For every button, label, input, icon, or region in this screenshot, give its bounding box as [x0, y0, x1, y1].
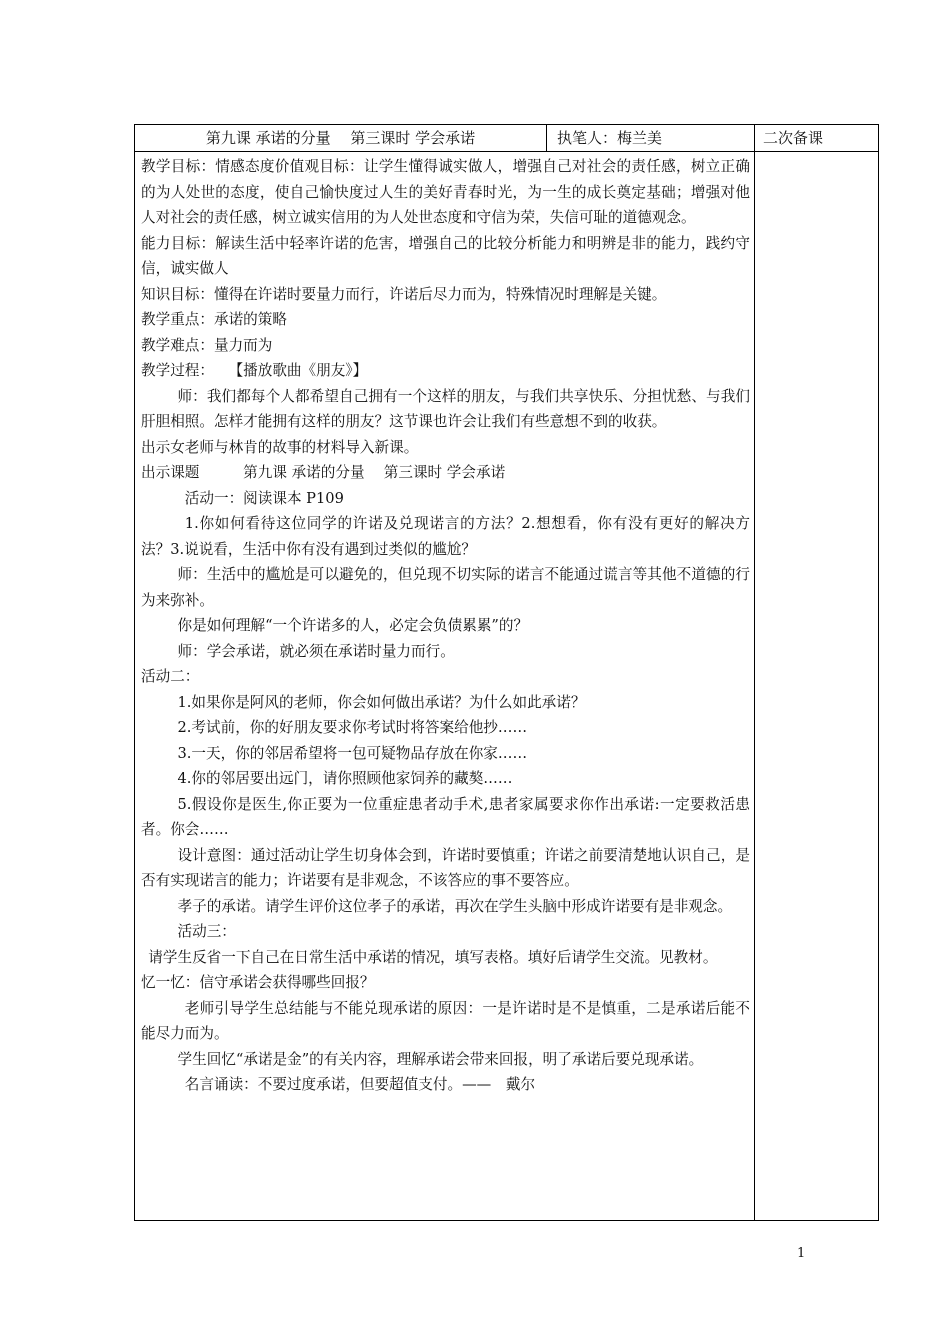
student-recall: 学生回忆“承诺是金”的有关内容，理解承诺会带来回报，明了承诺后要兑现承诺。: [177, 1050, 704, 1068]
activity-2-item: 5.假设你是医生,你正要为一位重症患者动手术,患者家属要求你作出承诺:一定要救活患者。你会……: [141, 795, 750, 838]
teacher-learn: 师：学会承诺，就必须在承诺时量力而行。: [177, 642, 455, 660]
design-intent: 设计意图：通过活动让学生切身体会到，许诺时要慎重；许诺之前要清楚地认识自己，是否有实现诺言的能力；许诺要有是非观念，不该答应的事不要答应。: [141, 846, 750, 889]
recall: 忆一忆：信守承诺会获得哪些回报？: [141, 974, 375, 991]
body-row: [135, 152, 879, 1221]
activity-1-questions: 1.你如何看待这位同学的许诺及兑现诺言的方法？2.想想看，你有没有更好的解决方法？3.说说看，生活中你有没有遇到过类似的尴尬？: [141, 515, 750, 558]
goal-knowledge: 知识目标：懂得在许诺时要量力而行，许诺后尽力而为，特殊情况时理解是关键。: [141, 285, 667, 303]
difficulty: 教学难点：量力而为: [141, 336, 273, 354]
goal-ability: 能力目标：解读生活中轻率许诺的危害，增强自己的比较分析能力和明辨是非的能力，践约守信，诚实做人: [141, 234, 750, 277]
second-prep-label: 二次备课: [755, 125, 879, 152]
teacher-embarrass: 师：生活中的尴尬是可以避免的，但兑现不切实际的诺言不能通过谎言等其他不道德的行为来弥补。: [141, 566, 750, 609]
process: 教学过程： 【播放歌曲《朋友》】: [141, 362, 368, 379]
activity-2-item: 3.一天，你的邻居希望将一包可疑物品存放在你家……: [177, 744, 528, 762]
lesson-plan-table: [134, 124, 879, 1221]
activity-2-item: 2.考试前，你的好朋友要求你考试时将答案给他抄……: [177, 719, 528, 736]
activity-2-item: 1.如果你是阿风的老师，你会如何做出承诺？为什么如此承诺？: [177, 693, 586, 711]
second-prep-cell: [755, 152, 879, 1221]
show-story: 出示女老师与林肯的故事的材料导入新课。: [141, 438, 419, 456]
understand-question: 你是如何理解“一个许诺多的人，必定会负债累累”的？: [177, 617, 529, 634]
key-point: 教学重点：承诺的策略: [141, 311, 287, 328]
famous-quote: 名言诵读：不要过度承诺，但要超值支付。—— 戴尔: [184, 1076, 536, 1093]
lesson-content-cell: [135, 152, 755, 1221]
lesson-content: [135, 152, 754, 1098]
page-number: 1: [797, 1246, 806, 1261]
activity-3-heading: 活动三：: [177, 923, 236, 940]
filial-promise: 孝子的承诺。请学生评价这位孝子的承诺，再次在学生头脑中形成许诺要有是非观念。: [177, 897, 733, 915]
teacher-intro: 师：我们都每个人都希望自己拥有一个这样的朋友，与我们共享快乐、分担忧愁、与我们肝胆相照。怎样才能拥有这样的朋友？这节课也许会让我们有些意想不到的收获。: [141, 387, 750, 430]
show-topic: 出示课题 第九课 承诺的分量 第三课时 学会承诺: [141, 464, 506, 481]
activity-3-text: 请学生反省一下自己在日常生活中承诺的情况，填写表格。填好后请学生交流。见教材。: [148, 948, 718, 966]
teacher-guide: 老师引导学生总结能与不能兑现承诺的原因：一是许诺时是不是慎重，二是承诺后能不能尽力而为。: [141, 999, 750, 1042]
header-row: [135, 125, 879, 152]
activity-1-heading: 活动一：阅读课本 P109: [184, 489, 344, 507]
author-cell: 执笔人：梅兰美: [547, 125, 755, 152]
activity-2-heading: 活动二：: [141, 668, 200, 685]
goal-emotion: 教学目标：情感态度价值观目标：让学生懂得诚实做人，增强自己对社会的责任感，树立正确的为人处世的态度，使自己愉快度过人生的美好青春时光，为一生的成长奠定基础；增强对他人对社会的责任感，树立诚实信用的为人处世态度和守信为荣，失信可耻的道德观念。: [141, 158, 750, 226]
activity-2-item: 4.你的邻居要出远门，请你照顾他家饲养的藏獒……: [177, 770, 513, 787]
lesson-title: 第九课 承诺的分量 第三课时 学会承诺: [135, 125, 547, 152]
